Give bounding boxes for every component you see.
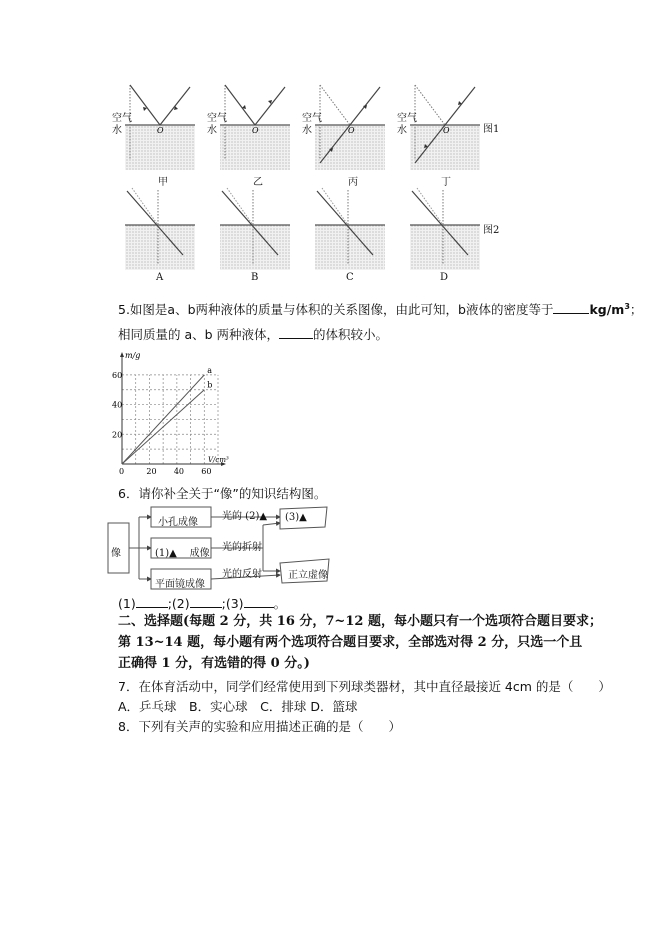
fig2-panel-label-b: B: [251, 272, 259, 283]
q6-blank-2[interactable]: [190, 595, 222, 608]
diagram-branch-blank: (1)▲ 成像: [155, 548, 210, 559]
fig1-panel-ding: [410, 85, 480, 170]
y-tick-label: 60: [112, 370, 123, 380]
fig1-air-label-4: 空气: [397, 113, 417, 124]
svg-text:O: O: [443, 126, 450, 135]
diagram-branch-mirror: 平面镜成像: [155, 579, 205, 590]
diagram-edge-refraction: 光的折射: [222, 542, 262, 553]
q5-line2-a: 相同质量的 a、b 两种液体，: [118, 327, 280, 342]
fig1-water-label-1: 水: [112, 125, 122, 136]
q5-line1-end: ；: [629, 302, 643, 318]
fig1-air-label-2: 空气: [207, 113, 227, 124]
q5-stem: 5.如图是a、b两种液体的质量与体积的关系图像，由此可知，b液体的密度等于: [118, 302, 554, 318]
fig1-label: 图1: [483, 124, 500, 135]
q5-unit: kg/m: [589, 302, 625, 318]
q5-line1: [118, 299, 642, 318]
q5-line2: [118, 326, 388, 343]
svg-text:O: O: [157, 126, 164, 135]
fig2-panel-b: [220, 188, 290, 270]
q6-answer-label-1: (1): [118, 596, 136, 611]
y-tick-label: 40: [112, 400, 123, 410]
fig2-panel-d: [410, 188, 480, 270]
fig2-panel-label-c: C: [346, 272, 354, 283]
fig2-panel-label-a: A: [156, 272, 164, 283]
q5-unit-sup: 3: [624, 302, 630, 311]
diagram-result-blank: (3)▲: [285, 512, 307, 523]
diagram-root: 像: [111, 548, 121, 559]
diagram-branch-pinhole: 小孔成像: [158, 517, 198, 528]
q6-blank-3[interactable]: [244, 595, 274, 608]
fig1-panel-jia: [125, 85, 195, 170]
fig1-water-label-2: 水: [207, 125, 217, 136]
q8-stem: 8．下列有关声的实验和应用描述正确的是（ ）: [118, 719, 401, 734]
optics-figures: [105, 75, 525, 290]
fig2-panel-a: [125, 188, 195, 270]
y-tick-label: 20: [112, 430, 123, 440]
q6-blank-1[interactable]: [136, 595, 168, 608]
fig1-air-label-1: 空气: [112, 113, 132, 124]
diagram-result-virtual: 正立虚像: [288, 570, 328, 581]
fig1-panel-label-jia: 甲: [158, 177, 168, 188]
q5-blank-1[interactable]: [553, 301, 589, 314]
fig1-water-label-3: 水: [302, 125, 312, 136]
q5-line2-b: 的体积较小。: [313, 327, 389, 342]
x-tick-label: 20: [146, 467, 157, 476]
q7-stem: 7．在体育活动中，同学们经常使用到下列球类器材，其中直径最接近 4cm 的是（ ）: [118, 679, 611, 694]
y-axis-label: m/g: [125, 351, 141, 360]
q6-answer-label-2: ;(2): [167, 596, 190, 611]
q6-answer-label-3: ;(3): [221, 596, 244, 611]
q6-title: 6．请你补全关于“像”的知识结构图。: [118, 486, 327, 501]
y-axis-arrow: [120, 352, 124, 357]
q6-answer-line: [118, 595, 286, 612]
fig2-label: 图2: [483, 225, 500, 236]
section2-line1: 二、选择题(每题 2 分，共 16 分，7~12 题，每小题只有一个选项符合题目要求；: [118, 614, 602, 629]
x-tick-label: 0: [119, 467, 125, 476]
fig2-panel-c: [315, 188, 385, 270]
fig2-panel-label-d: D: [440, 272, 449, 283]
section2-line3: 正确得 1 分，有选错的得 0 分。): [118, 656, 310, 671]
mass-volume-chart: [112, 347, 242, 477]
svg-text:O: O: [252, 126, 259, 135]
x-tick-label: 60: [201, 467, 212, 476]
section2-line2: 第 13~14 题，每小题有两个选项符合题目要求，全部选对得 2 分，只选一个且: [118, 635, 583, 650]
diagram-edge-reflection: 光的反射: [222, 569, 262, 580]
fig1-panel-yi: [220, 85, 290, 170]
q6-answer-end: 。: [273, 596, 287, 611]
series-label-a: a: [207, 365, 213, 375]
series-line-b: [122, 390, 204, 464]
fig1-air-label-3: 空气: [302, 113, 322, 124]
diagram-edge-blank: 光的 (2)▲: [222, 511, 268, 522]
fig1-panel-label-ding: 丁: [441, 177, 451, 188]
x-axis-label: V/cm³: [208, 456, 229, 464]
fig1-panel-bing: [315, 85, 385, 170]
series-label-b: b: [207, 380, 213, 390]
fig1-panel-label-yi: 乙: [253, 177, 263, 188]
x-tick-label: 40: [173, 467, 185, 476]
q7-options[interactable]: A．乒乓球 B．实心球 C．排球 D．篮球: [118, 699, 358, 714]
q5-blank-2[interactable]: [279, 326, 313, 339]
svg-text:O: O: [348, 126, 355, 135]
fig1-water-label-4: 水: [397, 125, 407, 136]
fig1-panel-label-bing: 丙: [348, 177, 358, 188]
